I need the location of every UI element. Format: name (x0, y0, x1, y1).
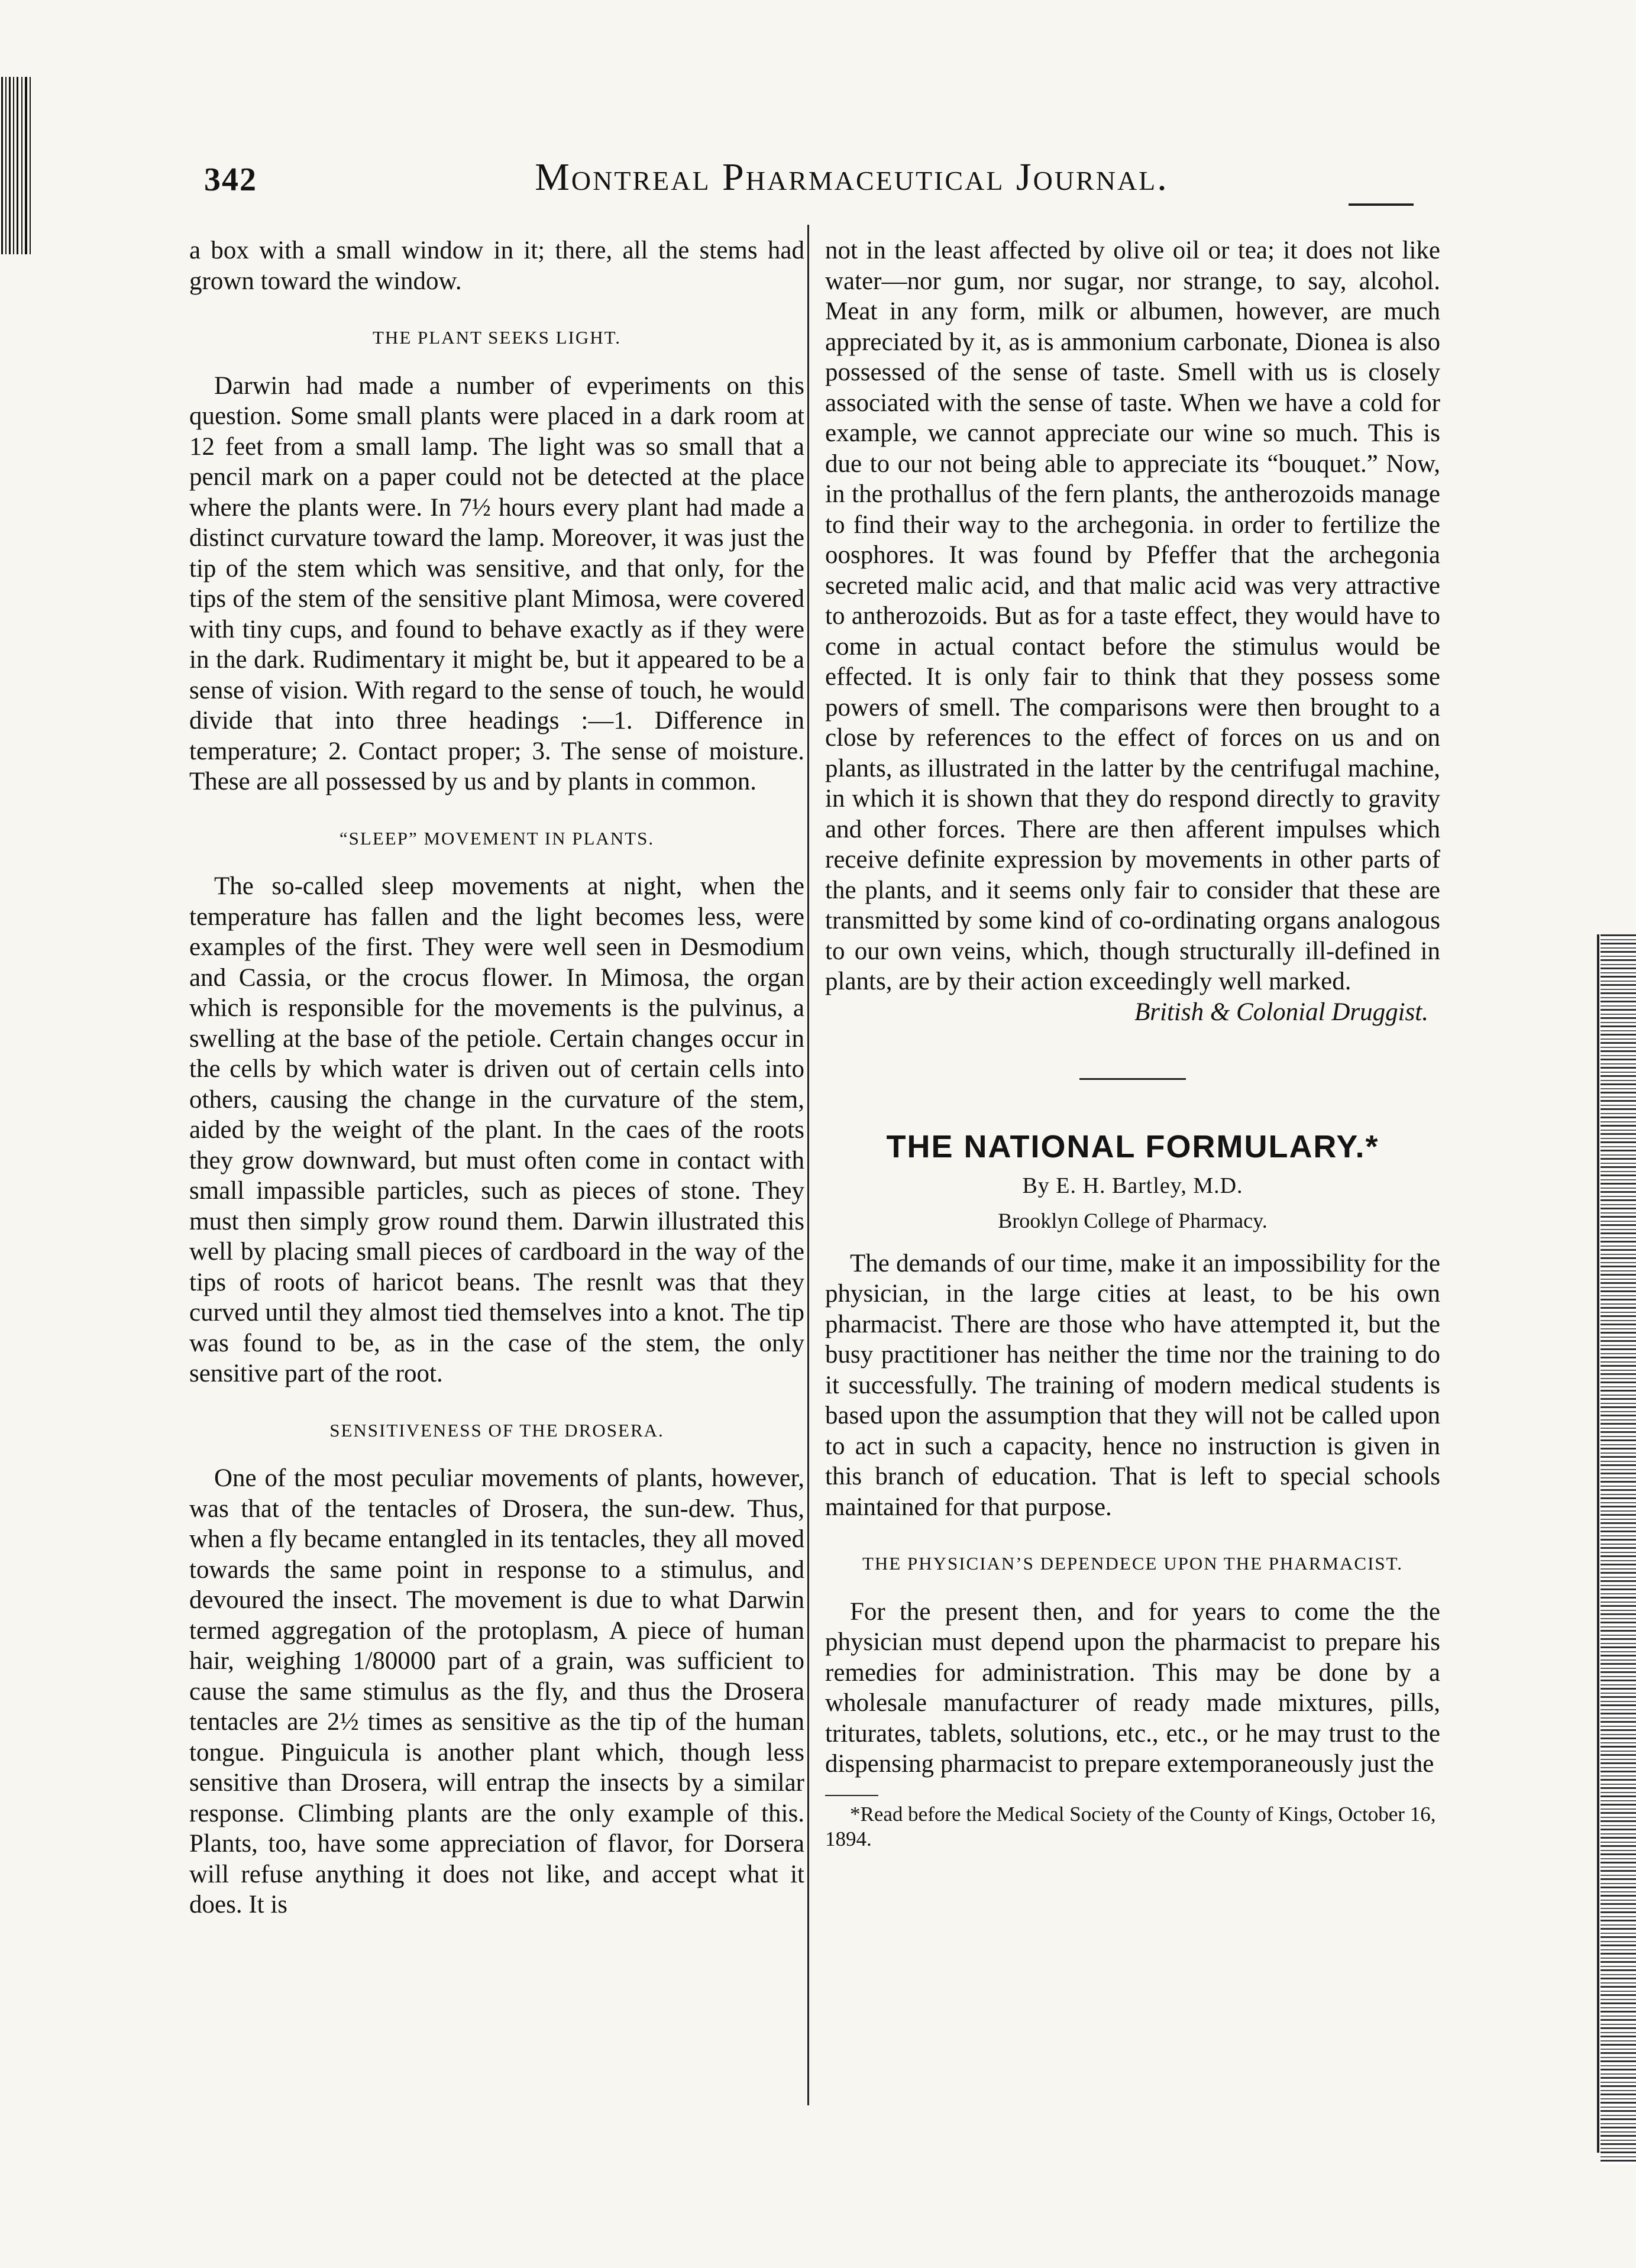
footnote: *Read before the Medical Society of the County of Kings, October 16, 1894. (825, 1802, 1436, 1850)
paragraph: For the present then, and for years to come the the physician must depend upon the pharmacist to prepare his remedies for administration. This may be done by a wholesale manufacturer of ready made mixtures, pills, triturates, tablets, solutions, etc., etc., or he may trust to the dispensing pharmacist to prepare extemporaneously just the (825, 1597, 1440, 1778)
section-heading: THE PLANT SEEKS LIGHT. (373, 327, 621, 348)
page-edge-texture (1601, 934, 1636, 2165)
source-attribution: British & Colonial Druggist. (1134, 998, 1428, 1026)
paragraph: The demands of our time, make it an impossibility for the physician, in the large cities at least, to be his own pharmacist. There are those who have attempted it, but the busy practitioner has neither the time nor the training to do it successfully. The training of modern medical students is based upon the assumption that they will not be called upon to act in such a capacity, hence no instruction is given in this branch of education. That is left to special schools maintained for that purpose. (825, 1249, 1440, 1521)
footnote-rule (825, 1795, 878, 1796)
section-heading: SENSITIVENESS OF THE DROSERA. (329, 1419, 664, 1441)
page-number: 342 (204, 161, 257, 198)
paragraph: a box with a small window in it; there, all the stems had grown toward the window. (189, 237, 804, 295)
page-edge-line (1597, 934, 1599, 2153)
header-rule (1349, 203, 1414, 206)
byline: By E. H. Bartley, M.D. (1022, 1173, 1243, 1198)
paragraph: not in the least affected by olive oil or tea; it does not like water—nor gum, nor sugar, nor strange, to say, alcohol. Meat in any form, milk or albumen, however, are much appreciated by it, as is ammonium carbonate, Dionea is also possessed of the sense of taste. Smell with us is closely associated with the sense of taste. When we have a cold for example, we cannot appreciate our wine so much. This is due to our not being able to appreciate its “bouquet.” Now, in the prothallus of the fern plants, the antherozoids manage to find their way to the archegonia. in order to fertilize the oosphores. It was found by Pfeffer that the archegonia secreted malic acid, and that malic acid was very attractive to antherozoids. But as for a taste effect, they would have to come in actual contact before the stimulus would be effected. It is only fair to think that they possess some powers of smell. The comparisons were then brought to a close by references to the effect of forces on us and on plants, as illustrated in the latter by the centrifugal machine, in which it is shown that they do respond directly to gravity and other forces. There are then afferent impulses which receive definite expression by movements in other parts of the plants, and it seems only fair to consider that these are transmitted by some kind of co-ordinating organs analogous to our own veins, which, though structurally ill-defined in plants, are by their action exceedingly well marked. (825, 237, 1440, 995)
binding-edge (0, 77, 35, 254)
right-column (825, 235, 1440, 1852)
column-rule (807, 225, 809, 2105)
affiliation: Brooklyn College of Pharmacy. (998, 1209, 1268, 1232)
paragraph: One of the most peculiar movements of plants, however, was that of the tentacles of Drosera, the sun-dew. Thus, when a fly became entangled in its tentacles, they all moved towards the same point in response to a stimulus, and devoured the insect. The movement is due to what Darwin termed aggregation of the protoplasm, A piece of human hair, weighing 1/80000 part of a grain, was sufficient to cause the same stimulus as the fly, and thus the Drosera tentacles are 2½ times as sensitive as the tip of the human tongue. Pinguicula is another plant which, though less sensitive than Drosera, will entrap the insects by a similar response. Climbing plants are the only example of this. Plants, too, have some appreciation of flavor, for Dorsera will refuse anything it does not like, and accept what it does. It is (189, 1464, 804, 1918)
article-separator (1079, 1078, 1186, 1080)
section-heading: THE PHYSICIAN’S DEPENDECE UPON THE PHARMACIST. (862, 1553, 1404, 1574)
left-column (189, 235, 804, 1920)
paragraph: The so-called sleep movements at night, when the temperature has fallen and the light becomes less, were examples of the first. They were well seen in Desmodium and Cassia, or the crocus flower. In Mimosa, the organ which is responsible for the movements is the pulvinus, a swelling at the base of the petiole. Certain changes occur in the cells by which water is driven out of certain cells into others, causing the change in the curvature of the stem, aided by the weight of the plant. In the caes of the roots they grow downward, but must often come in contact with small impassible particles, such as pieces of stone. They must then simply grow round them. Darwin illustrated this well by placing small pieces of cardboard in the way of the tips of roots of haricot beans. The resnlt was that they curved until they almost tied themselves into a knot. The tip was found to be, as in the case of the stem, the only sensitive part of the root. (189, 872, 804, 1387)
paragraph: Darwin had made a number of evperiments on this question. Some small plants were placed in a dark room at 12 feet from a small lamp. The light was so small that a pencil mark on a paper could not be detected at the place where the plants were. In 7½ hours every plant had made a distinct curvature toward the lamp. Moreover, it was just the tip of the stem which was sensitive, and that only, for the tips of the stem of the sensitive plant Mimosa, were covered with tiny cups, and found to behave exactly as if they were in the dark. Rudimentary it might be, but it appeared to be a sense of vision. With regard to the sense of touch, he would divide that into three headings :—1. Difference in temperature; 2. Contact proper; 3. The sense of moisture. These are all possessed by us and by plants in common. (189, 371, 804, 795)
running-head: Montreal Pharmaceutical Journal. (535, 156, 1169, 199)
section-heading: “SLEEP” MOVEMENT IN PLANTS. (339, 827, 655, 849)
article-title: THE NATIONAL FORMULARY.* (886, 1129, 1379, 1164)
